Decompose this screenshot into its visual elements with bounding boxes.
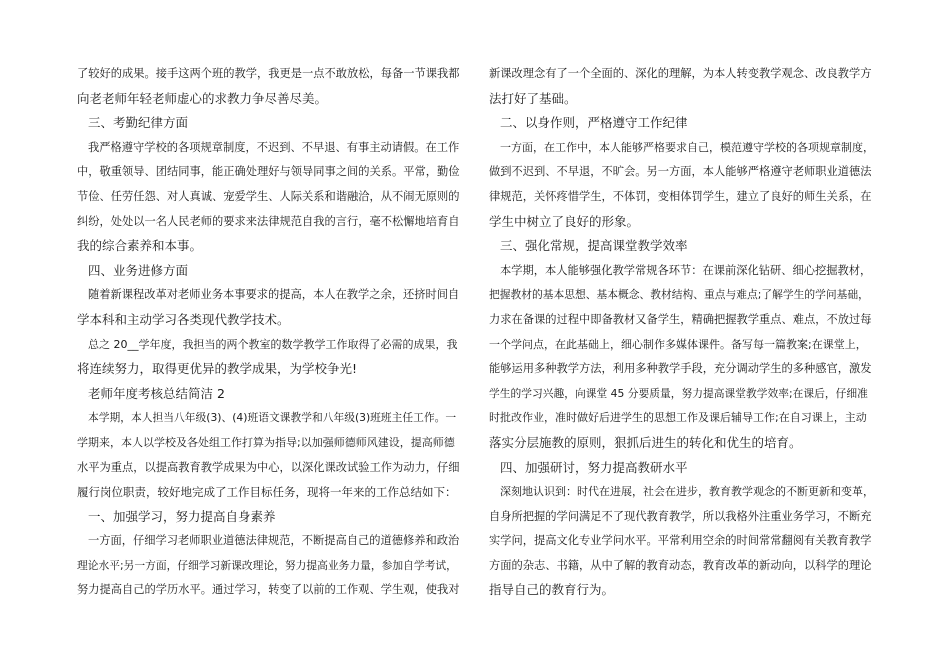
left-column-line: 水平为重点，以提高教育教学成果为中心，以深化课改试验工作为动力，仔细 (77, 460, 460, 474)
left-column-line: 向老老师年轻老师虚心的求教力争尽善尽美。 (77, 90, 328, 106)
right-column-line: 一个学问点，在此基础上，细心制作多媒体课件。备写每一篇教案;在课堂上， (489, 337, 867, 351)
right-column-line: 二、以身作则，严格遵守工作纪律 (500, 115, 688, 131)
right-column-line: 把握教材的基本思想、基本概念、教材结构、重点与难点;了解学生的学问基础， (489, 288, 869, 302)
left-column-line: 我的综合素养和本事。 (77, 238, 203, 254)
left-column-line: 学本科和主动学习各类现代教学技术。 (77, 311, 290, 327)
left-column-line: 学期来，本人以学校及各处组工作打算为指导;以加强师德师风建设，提高师德 (77, 435, 455, 449)
left-column-line: 我严格遵守学校的各项规章制度，不迟到、不早退、有事主动请假。在工作 (88, 140, 460, 154)
left-column-line: 一方面，仔细学习老师职业道德法律规范，不断提高自己的道德修养和政治 (88, 534, 460, 548)
right-column-line: 指导自己的教育行为。 (489, 582, 615, 598)
right-column-line: 本学期，本人能够强化教学常规各环节：在课前深化钻研、细心挖掘教材， (500, 263, 872, 277)
right-column-line: 力求在备课的过程中即备教材又备学生，精确把握教学重点、难点，不放过每 (489, 312, 872, 326)
right-column-line: 法打好了基础。 (489, 90, 577, 106)
right-column-line: 学生的学习兴趣，向课堂 45 分要质量，努力提高课堂教学效率;在课后，仔细准 (489, 386, 868, 400)
right-column-line: 能够运用多种教学方法，利用多种教学手段，充分调动学生的多种感官，激发 (489, 362, 872, 376)
left-column-line: 纠纷，处处以一名人民老师的要求来法律规范自我的言行，毫不松懈地培育自 (77, 214, 460, 228)
left-column-line: 三、考勤纪律方面 (88, 115, 189, 131)
left-column-line: 了较好的成果。接手这两个班的教学，我更是一点不敢放松，每备一节课我都 (77, 67, 460, 80)
left-column-line: 本学期，本人担当八年级(3)、(4)班语文课教学和八年级(3)班班主任工作。一 (88, 411, 457, 425)
right-column-line: 新课改理念有了一个全面的、深化的理解，为本人转变教学观念、改良教学方 (489, 67, 872, 80)
right-column-line: 学生中树立了良好的形象。 (489, 213, 640, 229)
right-column-line: 三、强化常规，提高课堂教学效率 (500, 238, 688, 254)
left-column-line: 努力提高自己的学历水平。通过学习，转变了以前的工作观、学生观，使我对 (77, 583, 460, 597)
right-column-line: 深刻地认识到：时代在进展，社会在进步，教育教学观念的不断更新和变革， (500, 485, 874, 499)
left-column-line: 理论水平;另一方面，仔细学习新课改理论，努力提高业务力量，参加自学考试， (77, 558, 457, 572)
right-column-line: 四、加强研讨，努力提高教研水平 (500, 459, 688, 475)
right-column-line: 自身所把握的学问满足不了现代教育教学，所以我格外注重业务学习，不断充 (489, 509, 872, 523)
right-text-column (489, 62, 874, 603)
right-column-line: 时批改作业，准时做好后进学生的思想工作及课后辅导工作;在自习课上，主动 (489, 411, 867, 425)
left-column-line: 中，敬重领导、团结同事，能正确处理好与领导同事之间的关系。平常，勤俭 (77, 165, 460, 179)
left-column-line: 总之 20__学年度，我担当的两个教室的数学教学工作取得了必需的成果，我 (88, 337, 458, 351)
left-column-line: 老师年度考核总结简洁 2 (88, 385, 225, 401)
right-column-line: 律规范，关怀疼惜学生，不体罚，变相体罚学生，建立了良好的师生关系，在 (489, 189, 872, 203)
left-column-line: 履行岗位职责，较好地完成了工作目标任务，现将一年来的工作总结如下： (77, 485, 457, 500)
left-column-line: 四、业务进修方面 (88, 262, 189, 278)
left-text-column (77, 62, 461, 603)
left-column-line: 随着新课程改革对老师业务本事要求的提高，本人在教学之余，还挤时间自 (88, 288, 460, 302)
left-column-line: 将连续努力，取得更优异的教学成果，为学校争光! (77, 361, 358, 377)
right-column-line: 做到不迟到、不早退，不旷会。另一方面，本人能够严格遵守老师职业道德法 (489, 165, 872, 179)
left-column-line: 节俭、任劳任怨、对人真诚、宠爱学生、人际关系和谐融洽，从不闹无原则的 (77, 189, 460, 203)
right-column-line: 实学问，提高文化专业学问水平。平常利用空余的时间常常翻阅有关教育教学 (489, 534, 872, 548)
right-column-line: 一方面，在工作中，本人能够严格要求自己，模范遵守学校的各项规章制度， (500, 140, 874, 154)
right-column-line: 方面的杂志、书籍，从中了解的教育动态，教育改革的新动向，以科学的理论 (489, 558, 872, 572)
left-column-line: 一、加强学习，努力提高自身素养 (88, 508, 276, 524)
right-column-line: 落实分层施教的原则，狠抓后进生的转化和优生的培育。 (489, 434, 802, 450)
